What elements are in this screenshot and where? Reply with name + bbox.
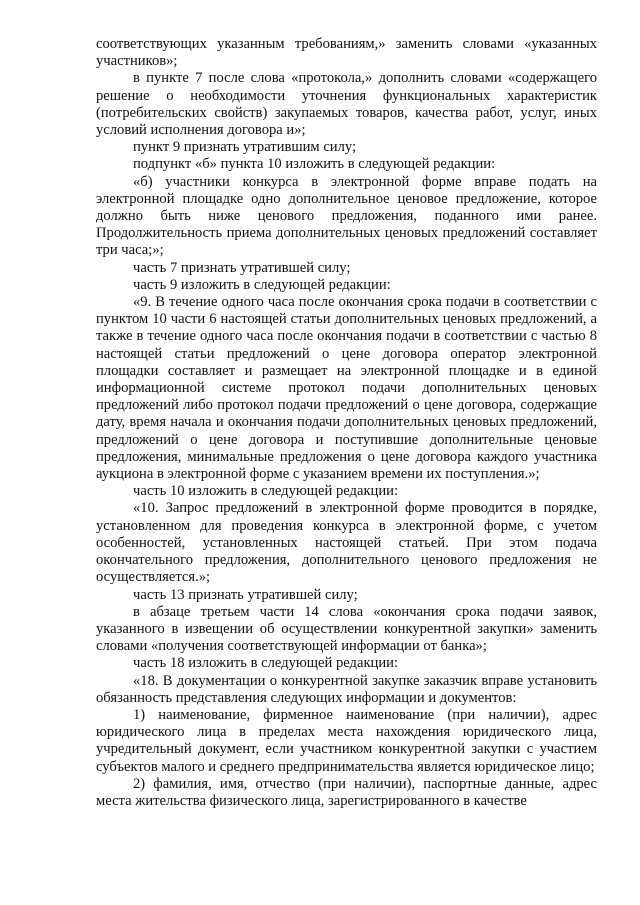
paragraph: в пункте 7 после слова «протокола,» дополнить словами «содержащего решение о необходимости уточнения функциональных характеристик (потребительских свойств) закупаемых товаров, качества работ, услуг, иных условий исполнения договора и»;: [96, 70, 597, 139]
paragraph: часть 18 изложить в следующей редакции:: [133, 655, 399, 672]
paragraph: часть 13 признать утратившей силу;: [133, 586, 358, 603]
paragraph: в абзаце третьем части 14 слова «окончания срока подачи заявок, указанного в извещении об осуществлении конкурентной закупки» заменить словами «получения соответствующей информации от банка»;: [96, 603, 597, 655]
paragraph: «9. В течение одного часа после окончания срока подачи в соответствии с пунктом 10 части 6 настоящей статьи дополнительных ценовых предложений, а также в течение одного часа после окончания подачи в соответствии с частью 8 настоящей статьи предложений о цене договора оператор электронной площадки составляет и размещает на электронной площадке и в единой информационной системе протокол подачи дополнительных ценовых предложений либо протокол подачи предложений о цене договора, содержащие дату, время начала и окончания подачи дополнительных ценовых предложений, предложений о цене договора и поступившие дополнительные ценовые предложения, минимальные предложения о цене договора каждого участника аукциона в электронной форме с указанием времени их поступления.»;: [96, 294, 597, 483]
paragraph: «10. Запрос предложений в электронной форме проводится в порядке, установленном для проведения конкурса в электронной форме, с учетом особенностей, установленных настоящей статьей. При этом подача окончательного предложения, дополнительного ценового предложения не осуществляется.»;: [96, 500, 597, 586]
document-body: [96, 36, 597, 810]
paragraph: 2) фамилия, имя, отчество (при наличии), паспортные данные, адрес места жительства физического лица, зарегистрированного в качестве: [96, 775, 597, 809]
paragraph: часть 7 признать утратившей силу;: [133, 259, 351, 276]
paragraph: соответствующих указанным требованиям,» заменить словами «указанных участников»;: [96, 36, 597, 70]
paragraph: «б) участники конкурса в электронной форме вправе подать на электронной площадке одно дополнительное ценовое предложение, которое должно быть ниже ценового предложения, поданного ими ранее. Продолжительность приема дополнительных ценовых предложений составляет три часа;»;: [96, 173, 597, 259]
paragraph: часть 10 изложить в следующей редакции:: [133, 483, 399, 500]
paragraph: 1) наименование, фирменное наименование (при наличии), адрес юридического лица в пределах места нахождения юридического лица, учредительный документ, если участником конкурентной закупки с участием субъектов малого и среднего предпринимательства является юридическое лицо;: [96, 706, 597, 775]
paragraph: «18. В документации о конкурентной закупке заказчик вправе установить обязанность представления следующих информации и документов:: [96, 672, 597, 706]
paragraph: подпункт «б» пункта 10 изложить в следующей редакции:: [133, 156, 496, 173]
paragraph: часть 9 изложить в следующей редакции:: [133, 276, 391, 293]
paragraph: пункт 9 признать утратившим силу;: [133, 139, 357, 156]
